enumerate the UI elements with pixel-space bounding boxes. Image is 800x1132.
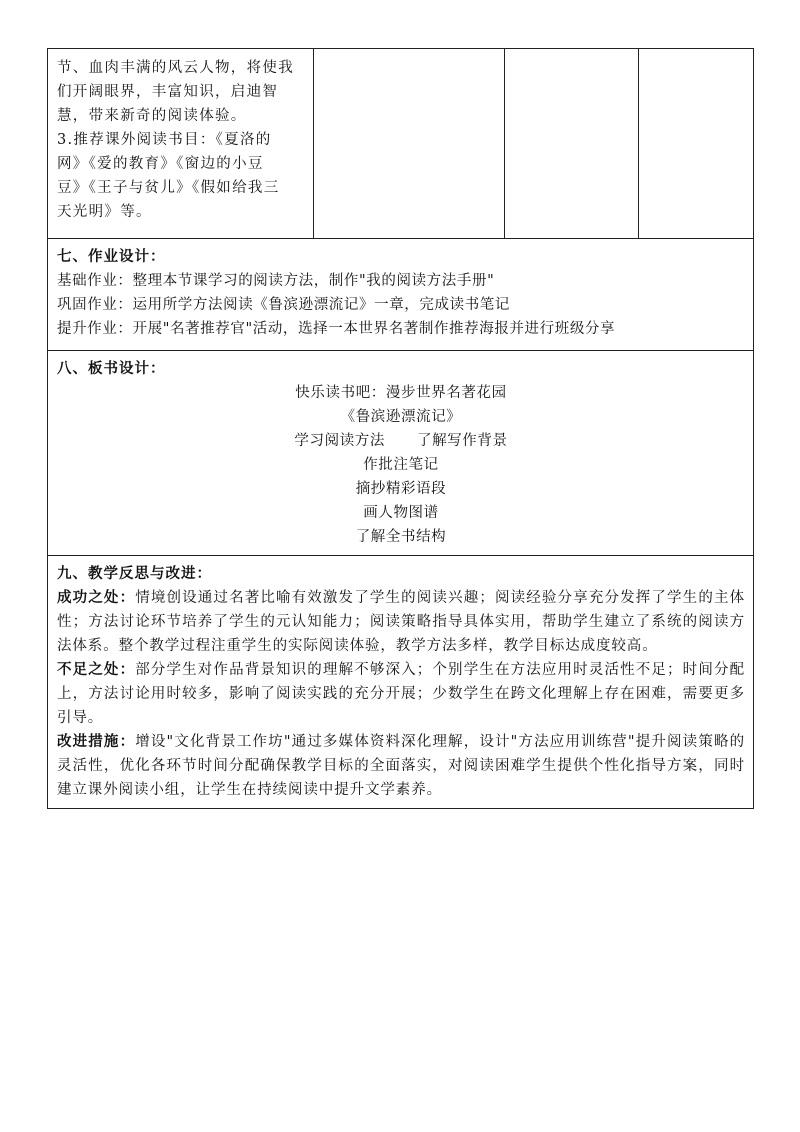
- improve-text: 增设"文化背景工作坊"通过多媒体资料深化理解，设计"方法应用训练营"提升阅读策略的灵活性，优化各环节时间分配确保教学目标的全面落实，对阅读困难学生提供个性化指导方案，同时建立课外阅读小组，让学生在持续阅读中提升文学素养。: [57, 734, 746, 798]
- board-book-title: 《鲁滨逊漂流记》: [340, 409, 462, 425]
- board-left-method: 学习阅读方法: [294, 433, 385, 449]
- success-paragraph: [57, 586, 745, 658]
- board-heading: 快乐读书吧：漫步世界名著花园: [295, 385, 507, 401]
- homework-section: [48, 239, 754, 351]
- board-item: 摘抄精彩语段: [355, 481, 447, 497]
- continued-activity-row: [48, 49, 754, 239]
- improve-paragraph: [57, 730, 745, 802]
- board-item: 了解全书结构: [355, 529, 447, 545]
- content-line: 们开阔眼界，丰富知识，启迪智: [57, 84, 279, 100]
- reflection-section: [48, 556, 754, 809]
- reflection-title: 九、教学反思与改进：: [57, 565, 212, 582]
- reflection-row: [48, 556, 754, 809]
- activity-content-cell: [48, 49, 314, 239]
- board-item: 画人物图谱: [363, 505, 439, 521]
- lesson-plan-sheet: [47, 48, 753, 809]
- design-intent-cell: [505, 49, 639, 239]
- student-activity-cell: [314, 49, 505, 239]
- homework-row: [48, 239, 754, 351]
- improve-label: 改进措施：: [57, 733, 136, 750]
- homework-basic: 基础作业：整理本节课学习的阅读方法，制作"我的阅读方法手册": [57, 273, 495, 289]
- homework-advance: 提升作业：开展"名著推荐官"活动，选择一本世界名著制作推荐海报并进行班级分享: [57, 321, 616, 337]
- time-cell: [639, 49, 754, 239]
- board-row: [48, 351, 754, 556]
- board-title: 八、板书设计：: [57, 360, 166, 377]
- lesson-plan-table: [47, 48, 754, 809]
- homework-title: 七、作业设计：: [57, 248, 166, 265]
- board-design-section: [48, 351, 754, 556]
- content-line: 豆》《王子与贫儿》《假如给我三: [57, 180, 280, 196]
- content-line: 节、血肉丰满的风云人物，将使我: [57, 60, 294, 76]
- content-line: 3.推荐课外阅读书目：《夏洛的: [57, 132, 272, 148]
- homework-consolidate: 巩固作业：运用所学方法阅读《鲁滨逊漂流记》一章，完成读书笔记: [57, 297, 510, 313]
- board-methods-line: [57, 429, 745, 453]
- shortcoming-paragraph: [57, 658, 745, 730]
- content-line: 天光明》等。: [57, 204, 152, 220]
- shortcoming-label: 不足之处：: [57, 661, 136, 678]
- content-line: 网》《爱的教育》《窗边的小豆: [57, 156, 264, 172]
- success-label: 成功之处：: [57, 589, 136, 606]
- board-right-method: 了解写作背景: [417, 433, 508, 449]
- content-line: 慧，带来新奇的阅读体验。: [57, 108, 247, 124]
- shortcoming-text: 部分学生对作品背景知识的理解不够深入；个别学生在方法应用时灵活性不足；时间分配上，方法讨论用时较多，影响了阅读实践的充分开展；少数学生在跨文化理解上存在困难，需要更多引导。: [57, 662, 745, 726]
- success-text: 情境创设通过名著比喻有效激发了学生的阅读兴趣；阅读经验分享充分发挥了学生的主体性；方法讨论环节培养了学生的元认知能力；阅读策略指导具体实用，帮助学生建立了系统的阅读方法体系。整个教学过程注重学生的实际阅读体验，教学方法多样，教学目标达成度较高。: [57, 590, 745, 654]
- board-item: 作批注笔记: [363, 457, 439, 473]
